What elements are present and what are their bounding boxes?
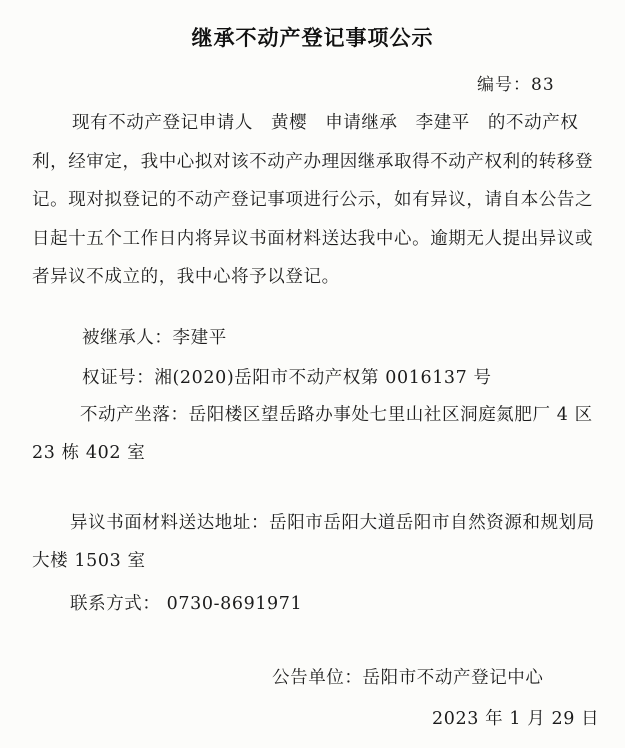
- decedent-name: 李建平: [415, 113, 470, 133]
- intro-mid: 申请继承: [325, 113, 398, 133]
- intro-rest: 的不动产权利，经审定，我中心拟对该不动产办理因继承取得不动产权利的转移登记。现对拟登记的不动产登记事项进行公示，如有异议，请自本公告之日起十五个工作日内将异议书面材料送达我中心。逾期无人提出异议或者异议不成立的，我中心将予以登记。: [32, 113, 594, 287]
- intro-prefix: 现有不动产登记申请人: [72, 113, 253, 133]
- objection-address-line: 异议书面材料送达地址：岳阳市岳阳大道岳阳市自然资源和规划局大楼 1503 室: [32, 513, 595, 571]
- notice-title: 继承不动产登记事项公示: [191, 26, 434, 50]
- decedent-line: 被继承人：李建平: [82, 328, 227, 348]
- date-line: 2023 年 1 月 29 日: [432, 709, 600, 729]
- issuer-line: 公告单位：岳阳市不动产登记中心: [272, 668, 544, 688]
- applicant-name: 黄樱: [271, 113, 308, 133]
- contact-line: 联系方式： 0730-8691971: [70, 594, 303, 614]
- location-line: 不动产坐落：岳阳楼区望岳路办事处七里山社区洞庭氮肥厂 4 区 23 栋 402 室: [32, 405, 593, 463]
- serial-number: 编号：83: [477, 75, 555, 95]
- notice-body: [32, 104, 600, 297]
- certificate-line: 权证号：湘(2020)岳阳市不动产权第 0016137 号: [82, 368, 492, 388]
